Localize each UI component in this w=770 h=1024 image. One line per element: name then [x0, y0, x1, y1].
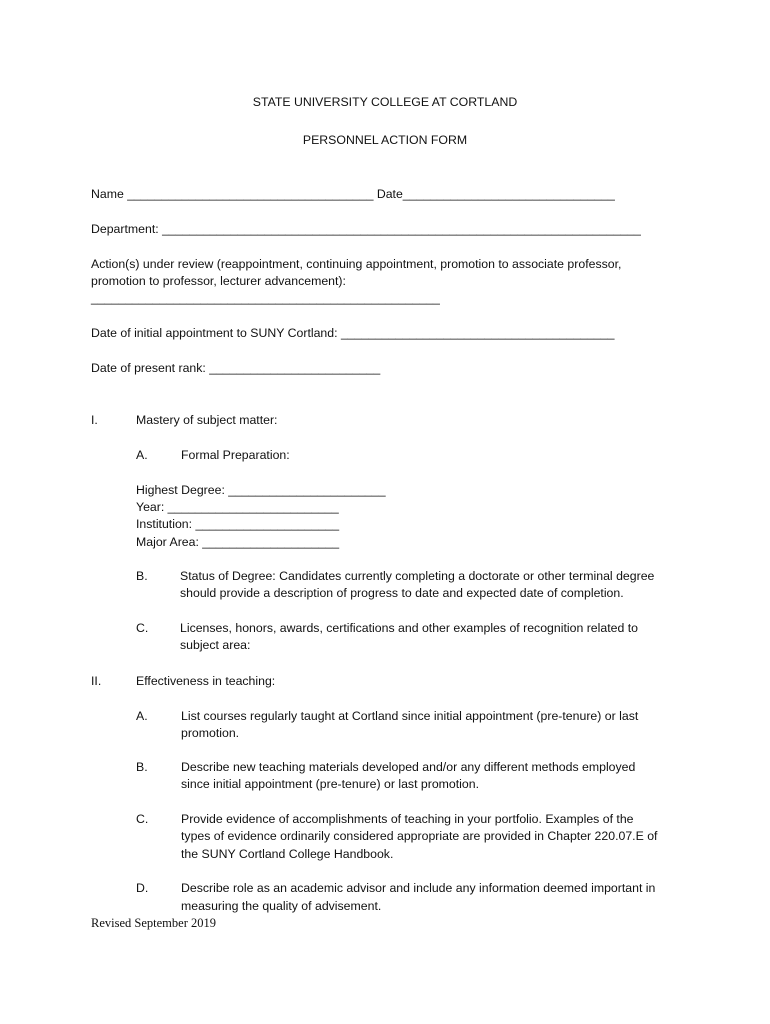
- section-1b-line2: should provide a description of progress to date and expected date of completion.: [180, 586, 624, 600]
- section-1c-line2: subject area:: [180, 638, 251, 652]
- major-area-field[interactable]: Major Area: ____________________: [136, 535, 340, 549]
- section-2a-label: A.: [136, 709, 148, 723]
- section-1-title: Mastery of subject matter:: [136, 413, 278, 427]
- present-rank-field[interactable]: Date of present rank: _________________________: [91, 361, 381, 375]
- action-review-line1: Action(s) under review (reappointment, continuing appointment, promotion to associate professor,: [91, 257, 622, 271]
- section-2-title: Effectiveness in teaching:: [136, 674, 276, 688]
- action-review-line2: promotion to professor, lecturer advancement):: [91, 274, 346, 288]
- action-review-field[interactable]: ___________________________________________________: [91, 291, 440, 305]
- section-2a-line1: List courses regularly taught at Cortland since initial appointment (pre-tenure) or last: [181, 709, 639, 723]
- section-1c-line1: Licenses, honors, awards, certifications and other examples of recognition related to: [180, 621, 638, 635]
- section-2d-line2: measuring the quality of advisement.: [181, 899, 382, 913]
- section-2d-line1: Describe role as an academic advisor and include any information deemed important in: [181, 881, 656, 895]
- name-date-field[interactable]: Name ____________________________________ Date_______________________________: [91, 187, 615, 201]
- section-1a-title: Formal Preparation:: [181, 448, 290, 462]
- highest-degree-field[interactable]: Highest Degree: _______________________: [136, 483, 386, 497]
- section-2b-line2: since initial appointment (pre-tenure) or last promotion.: [181, 777, 480, 791]
- section-2c-line1: Provide evidence of accomplishments of teaching in your portfolio. Examples of the: [181, 812, 634, 826]
- section-2c-line2: types of evidence ordinarily considered appropriate are provided in Chapter 220.07.E of: [181, 829, 658, 843]
- section-2d-label: D.: [136, 881, 149, 895]
- department-field[interactable]: Department: ______________________________________________________________________: [91, 222, 641, 236]
- section-2c-label: C.: [136, 812, 149, 826]
- section-2b-line1: Describe new teaching materials developed and/or any different methods employed: [181, 760, 636, 774]
- section-1c-label: C.: [136, 621, 149, 635]
- institution-heading: STATE UNIVERSITY COLLEGE AT CORTLAND: [252, 95, 518, 109]
- year-field[interactable]: Year: _________________________: [136, 500, 339, 514]
- revision-footer: Revised September 2019: [91, 916, 216, 930]
- form-title: PERSONNEL ACTION FORM: [302, 133, 468, 147]
- initial-appointment-field[interactable]: Date of initial appointment to SUNY Cortland: ________________________________________: [91, 326, 615, 340]
- institution-field[interactable]: Institution: _____________________: [136, 517, 340, 531]
- section-1a-label: A.: [136, 448, 148, 462]
- section-2-number: II.: [91, 674, 102, 688]
- section-2a-line2: promotion.: [181, 726, 240, 740]
- section-1b-line1: Status of Degree: Candidates currently completing a doctorate or other terminal degree: [180, 569, 655, 583]
- section-1-number: I.: [91, 413, 98, 427]
- section-2c-line3: the SUNY Cortland College Handbook.: [181, 847, 394, 861]
- section-2b-label: B.: [136, 760, 148, 774]
- section-1b-label: B.: [136, 569, 148, 583]
